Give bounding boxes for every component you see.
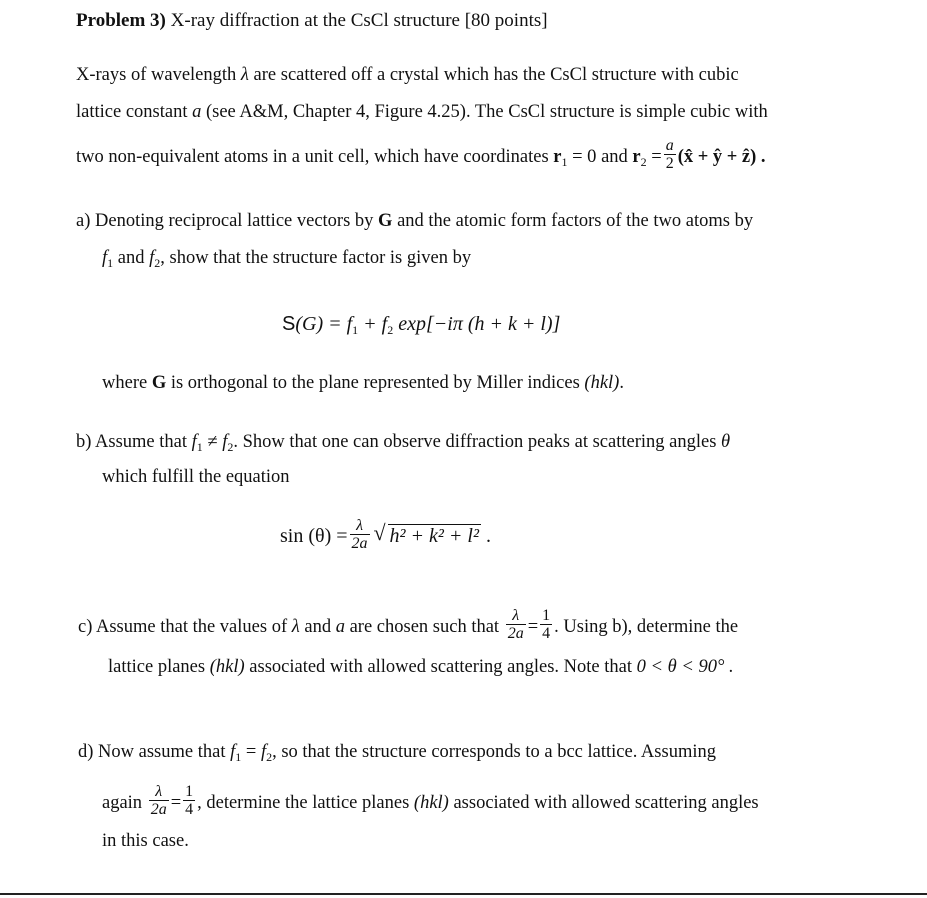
theta-symbol: θ [721, 432, 731, 452]
part-b-text: . Show that one can observe diffraction peaks at scattering angles [233, 432, 717, 452]
intro-line-1 [76, 64, 739, 86]
part-d-label: d) [78, 742, 94, 762]
period: . [485, 525, 491, 548]
part-d-line-3 [102, 830, 189, 852]
part-b-text: Assume that [95, 432, 188, 452]
f2-subscript: 2 [227, 440, 234, 454]
f2-subscript: 2 [266, 750, 273, 764]
f1-symbol: f [191, 432, 197, 452]
fraction-denominator: 4 [185, 801, 194, 818]
miller-indices: (hkl) [584, 373, 620, 393]
part-d-text: , determine the lattice planes [197, 792, 410, 813]
equation-lhs: sin (θ) = [280, 525, 348, 548]
equals-sign: = [170, 792, 182, 813]
intro-text: two non-equivalent atoms in a unit cell, which have coordinates [76, 146, 549, 167]
lattice-constant-symbol: a [192, 102, 202, 122]
part-a-text: is orthogonal to the plane represented by Miller indices [170, 373, 580, 393]
part-d-text: again [102, 792, 143, 813]
radicand: h² + k² + l² [389, 525, 479, 548]
fraction-denominator: 4 [542, 625, 551, 642]
structure-factor-equation [282, 313, 560, 341]
part-b-line-1 [76, 431, 730, 458]
problem-name: X-ray diffraction at the CsCl structure [170, 10, 460, 31]
problem-title [76, 10, 548, 32]
equals-sign: = [245, 742, 257, 762]
r2-subscript: 2 [640, 154, 647, 169]
f2-symbol: f [222, 432, 228, 452]
part-a-line-3 [102, 372, 624, 394]
f2-subscript: 2 [387, 323, 394, 337]
intro-text: (see A&M, Chapter 4, Figure 4.25). The CsCl structure is simple cubic with [205, 102, 768, 122]
G-symbol: G [151, 373, 167, 393]
f2-symbol: f [260, 742, 267, 762]
fraction-denominator: 2a [351, 535, 368, 552]
square-root [373, 520, 481, 548]
miller-indices: (hkl) [209, 657, 245, 677]
part-c-line-1 [78, 607, 739, 645]
miller-indices: (hkl) [413, 792, 449, 813]
G-symbol: G [378, 211, 393, 231]
page-bottom-rule [0, 893, 927, 895]
r2-symbol: r [632, 146, 641, 167]
part-c-text: . Using b), determine the [554, 616, 739, 637]
part-d-text: , so that the structure corresponds to a bcc lattice. Assuming [272, 742, 716, 762]
fraction-numerator: λ [149, 783, 169, 801]
lattice-constant-symbol: a [335, 616, 345, 637]
radical-sign: √ [373, 520, 386, 546]
lambda-symbol: λ [240, 65, 249, 85]
fraction-numerator: λ [506, 607, 526, 625]
equals-zero: = 0 [572, 146, 597, 167]
intro-line-2 [76, 101, 768, 123]
and-text: and [117, 248, 145, 268]
part-c-text: are chosen such that [349, 616, 500, 637]
one-quarter-fraction [540, 607, 552, 642]
lambda-over-2a-fraction [350, 517, 370, 552]
bragg-equation [280, 517, 491, 555]
one-quarter-fraction [183, 783, 195, 818]
f1-symbol: f [230, 742, 236, 762]
fraction-denominator: 2a [507, 625, 524, 642]
intro-line-3 [76, 137, 766, 175]
part-a-text: and the atomic form factors of the two atoms by [397, 211, 754, 231]
part-c-text: Assume that the values of [95, 616, 288, 637]
part-a-text: Denoting reciprocal lattice vectors by [95, 211, 374, 231]
f1-symbol: f [102, 248, 108, 268]
part-a-text: where [102, 373, 148, 393]
a-over-2-fraction [664, 137, 676, 172]
and-text: and [601, 146, 628, 167]
S-symbol: S [282, 313, 296, 335]
not-equal-sign: ≠ [207, 432, 218, 452]
part-a-line-1 [76, 210, 753, 232]
part-c-text: associated with allowed scattering angles. Note that [249, 657, 633, 677]
fraction-numerator: λ [350, 517, 370, 535]
part-b-line-2 [102, 466, 290, 488]
f2-symbol: f [149, 248, 155, 268]
angle-inequality: 0 < θ < 90° . [636, 657, 734, 677]
part-d-text: in this case. [102, 831, 189, 851]
f1-subscript: 1 [107, 256, 114, 270]
period: . [619, 373, 624, 393]
fraction-numerator: 1 [542, 607, 551, 624]
lambda-symbol: λ [291, 616, 300, 637]
problem-number: Problem 3) [76, 10, 166, 31]
part-c-label: c) [78, 616, 93, 637]
and-text: and [304, 616, 332, 637]
part-c-text: lattice planes [108, 657, 206, 677]
part-d-line-2 [102, 783, 759, 821]
r1-subscript: 1 [561, 154, 568, 169]
part-a-label: a) [76, 211, 91, 231]
equation-main: (G) = f [295, 313, 353, 335]
f2-subscript: 2 [154, 256, 161, 270]
part-c-line-2 [108, 656, 734, 678]
lambda-over-2a-fraction [149, 783, 169, 818]
part-b-label: b) [76, 432, 92, 452]
part-d-text: associated with allowed scattering angles [453, 792, 759, 813]
fraction-denominator: 2a [150, 801, 167, 818]
equation-exponential: exp[−iπ (h + k + l)] [398, 313, 561, 335]
part-d-line-1 [78, 741, 716, 768]
equation-plus-f2: + f [363, 313, 388, 335]
f1-subscript: 1 [196, 440, 203, 454]
f1-subscript: 1 [235, 750, 242, 764]
fraction-denominator: 2 [665, 155, 674, 172]
part-a-line-2 [102, 247, 471, 274]
fraction-numerator: a [665, 137, 674, 154]
part-a-text: , show that the structure factor is given by [160, 248, 472, 268]
f1-subscript: 1 [352, 323, 359, 337]
equals-sign: = [651, 146, 662, 167]
lambda-over-2a-fraction [506, 607, 526, 642]
r1-symbol: r [553, 146, 562, 167]
fraction-numerator: 1 [185, 783, 194, 800]
unit-vector-sum: (x̂ + ŷ + ẑ) . [677, 146, 766, 167]
problem-points: [80 points] [464, 10, 548, 31]
intro-text: lattice constant [76, 102, 188, 122]
part-d-text: Now assume that [98, 742, 226, 762]
intro-text: X-rays of wavelength [76, 65, 237, 85]
part-b-text: which fulfill the equation [102, 467, 290, 487]
equals-sign: = [527, 616, 539, 637]
intro-text: are scattered off a crystal which has the CsCl structure with cubic [253, 65, 739, 85]
